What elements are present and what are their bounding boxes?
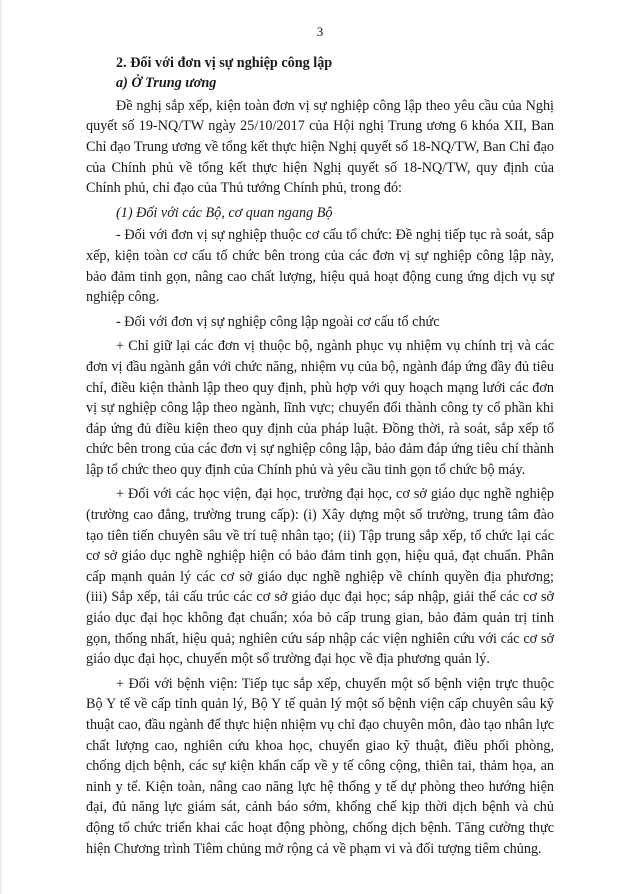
external-units-heading: - Đối với đơn vị sự nghiệp công lập ngoài cơ cấu tổ chức [116, 313, 440, 330]
retain-units-paragraph: + Chỉ giữ lại các đơn vị thuộc bộ, ngành phục vụ nhiệm vụ chính trị và các đơn vị đầu ngành gắn với chức năng, nhiệm vụ của bộ, ngành đáp ứng đầy đủ tiêu chí, điều kiện thành lập theo quy định, phù hợp với quy hoạch mạng lưới các đơn vị sự nghiệp công lập theo ngành, lĩnh vực; chuyển đổi thành công ty cổ phần khi đáp ứng đủ điều kiện theo quy định của pháp luật. Đồng thời, rà soát, sắp xếp tổ chức bên trong của các đơn vị sự nghiệp công lập, bảo đảm đáp ứng tiêu chí thành lập tổ chức theo quy định của Chính phủ và yêu cầu tinh gọn tổ chức bộ máy. [86, 338, 554, 478]
page-edge-shadow [0, 0, 3, 894]
ministries-heading: (1) Đối với các Bộ, cơ quan ngang Bộ [116, 204, 333, 221]
internal-units-paragraph: - Đối với đơn vị sự nghiệp thuộc cơ cấu tổ chức: Đề nghị tiếp tục rà soát, sắp xếp, kiện toàn cơ cấu tổ chức bên trong của các đơn vị sự nghiệp công lập này, bảo đảm tinh gọn, nâng cao chất lượng, hiệu quả hoạt động cung ứng dịch vụ sự nghiệp công. [86, 227, 554, 306]
section-heading: 2. Đối với đơn vị sự nghiệp công lập [116, 54, 333, 71]
page-number: 3 [316, 24, 324, 39]
education-paragraph: + Đối với các học viện, đại học, trường đại học, cơ sở giáo dục nghề nghiệp (trường cao đẳng, trường trung cấp): (i) Xây dựng một số trường, trung tâm đào tạo tiên tiến chuyên sâu về trí tuệ nhân tạo; (ii) Tập trung sắp xếp, tổ chức lại các cơ sở giáo dục nghề nghiệp hiện có bảo đảm tinh gọn, hiệu quả, đạt chuẩn. Phân cấp mạnh quản lý các cơ sở giáo dục nghề nghiệp về chính quyền địa phương; (iii) Sắp xếp, tái cấu trúc các cơ sở giáo dục đại học; sáp nhập, giải thể các cơ sở giáo dục đại học không đạt chuẩn; xóa bỏ cấp trung gian, bảo đảm quản trị tinh gọn, thống nhất, hiệu quả; nghiên cứu sáp nhập các viện nghiên cứu với các cơ sở giáo dục đại học, chuyển một số trường đại học về địa phương quản lý. [86, 486, 554, 668]
subsection-heading: a) Ở Trung ương [116, 75, 217, 92]
intro-paragraph: Đề nghị sắp xếp, kiện toàn đơn vị sự nghiệp công lập theo yêu cầu của Nghị quyết số 19-NQ/TW ngày 25/10/2017 của Hội nghị Trung ương 6 khóa XII, Ban Chỉ đạo Trung ương về tổng kết thực hiện Nghị quyết số 18-NQ/TW, Ban Chỉ đạo của Chính phủ về tổng kết thực hiện Nghị quyết số 18-NQ/TW, quy định của Chính phủ, chỉ đạo của Thủ tướng Chính phủ, trong đó: [86, 97, 554, 197]
hospital-paragraph: + Đối với bệnh viện: Tiếp tục sắp xếp, chuyển một số bệnh viện trực thuộc Bộ Y tế về cấp tỉnh quản lý, Bộ Y tế quản lý một số bệnh viện cấp chuyên sâu kỹ thuật cao, đầu ngành để thực hiện nhiệm vụ chỉ đạo chuyên môn, đào tạo nhân lực chất lượng cao, nghiên cứu khoa học, chuyển giao kỹ thuật, điều phối phòng, chống dịch bệnh, các sự kiện khẩn cấp về y tế công cộng, thiên tai, thảm họa, an ninh y tế. Kiện toàn, nâng cao năng lực hệ thống y tế dự phòng theo hướng hiện đại, đủ năng lực giám sát, cảnh báo sớm, khống chế kịp thời dịch bệnh và chủ động tổ chức triển khai các hoạt động phòng, chống dịch bệnh. Tăng cường thực hiện Chương trình Tiêm chủng mở rộng cả về phạm vi và đối tượng tiêm chủng. [86, 675, 554, 857]
